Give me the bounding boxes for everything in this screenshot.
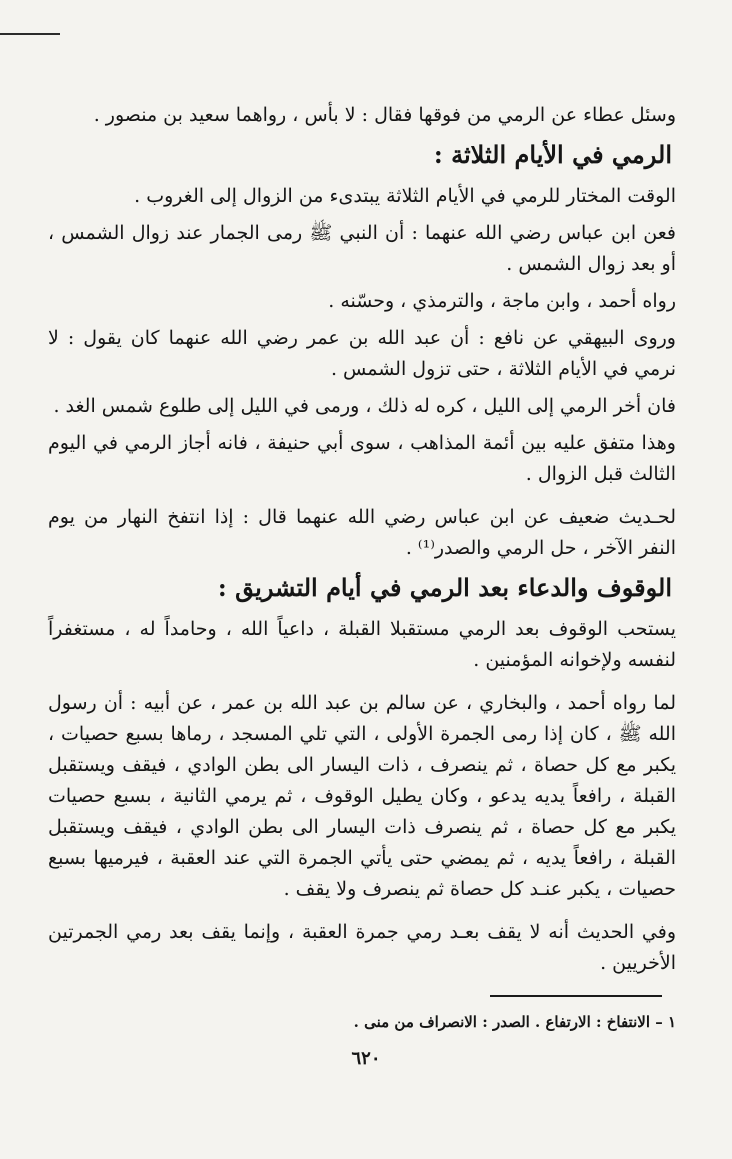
paragraph-night: فان أخر الرمي إلى الليل ، كره له ذلك ، ورمى في الليل إلى طلوع شمس الغد . [53, 395, 676, 417]
paragraph-ata: وسئل عطاء عن الرمي من فوقها فقال : لا بأس ، رواهما سعيد بن منصور . [93, 104, 676, 126]
paragraph-ibn-abbas: فعن ابن عباس رضي الله عنهما : أن النبي ﷺ رمى الجمار عند زوال الشمس ، أو بعد زوال الشمس . [48, 222, 676, 275]
paragraph-weak-hadith: لحـديث ضعيف عن ابن عباس رضي الله عنهما قال : إذا انتفخ النهار من يوم النفر الآخر ، حل الرمي والصدر⁽¹⁾ . [48, 506, 676, 559]
paragraph-aqaba: وفي الحديث أنه لا يقف بعـد رمي جمرة العقبة ، وإنما يقف بعد رمي الجمرتين الأخريين . [48, 921, 676, 974]
paragraph-time: الوقت المختار للرمي في الأيام الثلاثة يبتدىء من الزوال إلى الغروب . [134, 185, 676, 207]
paragraph-recommended: يستحب الوقوف بعد الرمي مستقبلا القبلة ، داعياً الله ، وحامداً له ، مستغفراً لنفسه ولإخوانه المؤمنين . [48, 618, 676, 671]
footnote: ١ – الانتفاخ : الارتفاع . الصدر : الانصراف من منى . [353, 1013, 676, 1031]
heading-three-days: الرمي في الأيام الثلاثة : [433, 140, 672, 169]
page-body [48, 100, 676, 985]
heading-standing-supplication: الوقوف والدعاء بعد الرمي في أيام التشريق : [217, 573, 672, 602]
footnote-separator [490, 995, 662, 997]
paragraph-bukhari: لما رواه أحمد ، والبخاري ، عن سالم بن عبد الله بن عمر ، عن أبيه : أن رسول الله ﷺ ، كان إذا رمى الجمرة الأولى ، التي تلي المسجد ، رماها بسبع حصيات ، يكبر مع كل حصاة ، ثم ينصرف ، ذات اليسار الى بطن الوادي ، فيقف ويستقبل القبلة ، رافعاً يديه يدعو ، وكان يطيل الوقوف ، ثم يرمي الثانية ، بسبع حصيات يكبر مع كل حصاة ، ثم ينصرف ذات اليسار الى بطن الوادي ، فيقف ويستقبل القبلة ، رافعاً يديه ، ثم يمضي حتى يأتي الجمرة التي عند العقبة ، فيرميها بسبع حصيات ، يكبر عنـد كل حصاة ثم ينصرف ولا يقف . [48, 692, 676, 900]
paragraph-bayhaqi: وروى البيهقي عن نافع : أن عبد الله بن عمر رضي الله عنهما كان يقول : لا نرمي في الأيام الثلاثة ، حتى تزول الشمس . [48, 327, 676, 380]
paragraph-agreement: وهذا متفق عليه بين أئمة المذاهب ، سوى أبي حنيفة ، فانه أجاز الرمي في اليوم الثالث قبل الزوال . [48, 432, 676, 485]
page-number: ٦٢٠ [351, 1048, 381, 1069]
paragraph-narrators: رواه أحمد ، وابن ماجة ، والترمذي ، وحسّنه . [328, 290, 676, 312]
top-edge-rule [0, 33, 60, 35]
